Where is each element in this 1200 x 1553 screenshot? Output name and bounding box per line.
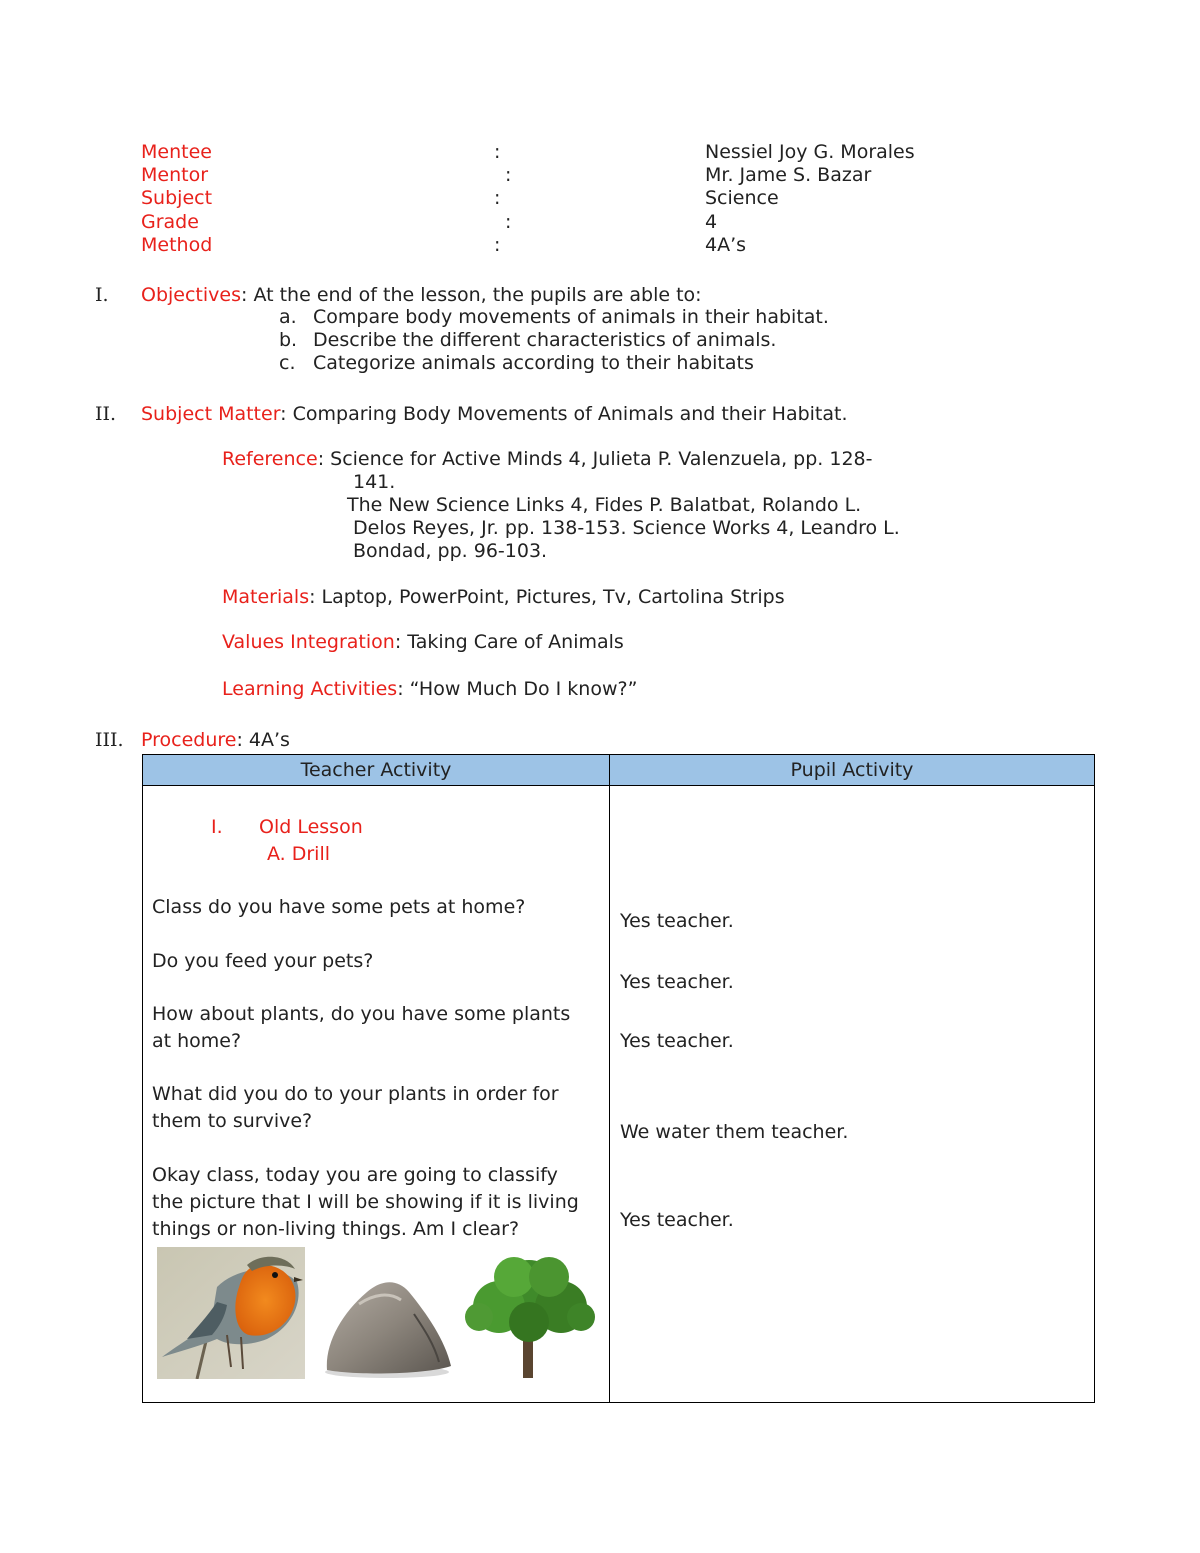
objectives-label: Objectives bbox=[141, 284, 241, 306]
tree-image bbox=[459, 1252, 601, 1380]
learning-line bbox=[222, 678, 637, 701]
objective-letter: b. bbox=[279, 329, 298, 351]
values-line bbox=[222, 631, 624, 654]
subject-matter-text: : Comparing Body Movements of Animals and their Habitat. bbox=[280, 403, 848, 425]
values-text: : Taking Care of Animals bbox=[394, 631, 624, 653]
procedure-heading bbox=[141, 729, 290, 752]
mentor-label: Mentor bbox=[141, 164, 209, 186]
colon: : bbox=[494, 141, 501, 163]
grade-value: 4 bbox=[705, 211, 718, 233]
pupil-line: Yes teacher. bbox=[620, 910, 734, 932]
mentor-value: Mr. Jame S. Bazar bbox=[705, 164, 872, 186]
procedure-text: : 4A’s bbox=[236, 729, 290, 751]
colon: : bbox=[505, 164, 512, 186]
colon: : bbox=[494, 234, 501, 256]
robin-bird-image bbox=[157, 1247, 305, 1379]
teacher-line: them to survive? bbox=[152, 1110, 313, 1132]
objectives-heading bbox=[141, 284, 702, 307]
table-header-row bbox=[143, 755, 1095, 786]
subject-value: Science bbox=[705, 187, 779, 209]
teacher-activity-cell bbox=[143, 786, 610, 1403]
pupil-line: We water them teacher. bbox=[620, 1121, 849, 1143]
method-label: Method bbox=[141, 234, 213, 256]
pupil-activity-header: Pupil Activity bbox=[610, 755, 1095, 786]
teacher-line: What did you do to your plants in order for bbox=[152, 1083, 559, 1105]
reference-line: Delos Reyes, Jr. pp. 138-153. Science Works 4, Leandro L. bbox=[353, 517, 900, 539]
objective-text: Compare body movements of animals in their habitat. bbox=[313, 306, 829, 328]
objective-letter: c. bbox=[279, 352, 296, 374]
teacher-activity-header: Teacher Activity bbox=[143, 755, 610, 786]
objective-text: Describe the different characteristics of animals. bbox=[313, 329, 777, 351]
reference-line: 141. bbox=[353, 471, 396, 493]
procedure-table bbox=[142, 754, 1095, 1403]
section-numeral: I. bbox=[211, 816, 223, 838]
values-label: Values Integration bbox=[222, 631, 395, 653]
teacher-line: Do you feed your pets? bbox=[152, 950, 374, 972]
objective-letter: a. bbox=[279, 306, 297, 328]
section-title: Old Lesson bbox=[259, 816, 363, 838]
learning-text: : “How Much Do I know?” bbox=[397, 678, 638, 700]
materials-line bbox=[222, 586, 785, 609]
teacher-line: the picture that I will be showing if it is living bbox=[152, 1191, 579, 1213]
method-value: 4A’s bbox=[705, 234, 747, 256]
procedure-numeral: III. bbox=[95, 729, 124, 751]
reference-line: The New Science Links 4, Fides P. Balatbat, Rolando L. bbox=[347, 494, 862, 516]
reference-text: : Science for Active Minds 4, Julieta P. Valenzuela, pp. 128- bbox=[317, 448, 873, 470]
pupil-line: Yes teacher. bbox=[620, 1209, 734, 1231]
reference-label: Reference bbox=[222, 448, 318, 470]
objectives-intro: : At the end of the lesson, the pupils are able to: bbox=[241, 284, 702, 306]
reference-line bbox=[222, 448, 872, 471]
pupil-line: Yes teacher. bbox=[620, 1030, 734, 1052]
colon: : bbox=[505, 211, 512, 233]
teacher-line: at home? bbox=[152, 1030, 242, 1052]
procedure-label: Procedure bbox=[141, 729, 237, 751]
materials-text: : Laptop, PowerPoint, Pictures, Tv, Cartolina Strips bbox=[309, 586, 785, 608]
subject-label: Subject bbox=[141, 187, 213, 209]
pupil-line: Yes teacher. bbox=[620, 971, 734, 993]
teacher-line: Okay class, today you are going to classify bbox=[152, 1164, 558, 1186]
materials-label: Materials bbox=[222, 586, 310, 608]
pupil-activity-cell bbox=[610, 786, 1095, 1403]
table-row bbox=[143, 786, 1095, 1403]
learning-label: Learning Activities bbox=[222, 678, 398, 700]
subject-matter-heading bbox=[141, 403, 848, 426]
rock-image bbox=[319, 1274, 455, 1380]
mentee-label: Mentee bbox=[141, 141, 212, 163]
subject-matter-label: Subject Matter bbox=[141, 403, 281, 425]
teacher-line: Class do you have some pets at home? bbox=[152, 896, 526, 918]
grade-label: Grade bbox=[141, 211, 199, 233]
reference-line: Bondad, pp. 96-103. bbox=[353, 540, 548, 562]
teacher-line: things or non-living things. Am I clear? bbox=[152, 1218, 520, 1240]
colon: : bbox=[494, 187, 501, 209]
subject-matter-numeral: II. bbox=[95, 403, 117, 425]
mentee-value: Nessiel Joy G. Morales bbox=[705, 141, 915, 163]
objectives-numeral: I. bbox=[95, 284, 109, 306]
objective-text: Categorize animals according to their habitats bbox=[313, 352, 754, 374]
teacher-line: How about plants, do you have some plants bbox=[152, 1003, 571, 1025]
subsection-title: A. Drill bbox=[267, 843, 331, 865]
